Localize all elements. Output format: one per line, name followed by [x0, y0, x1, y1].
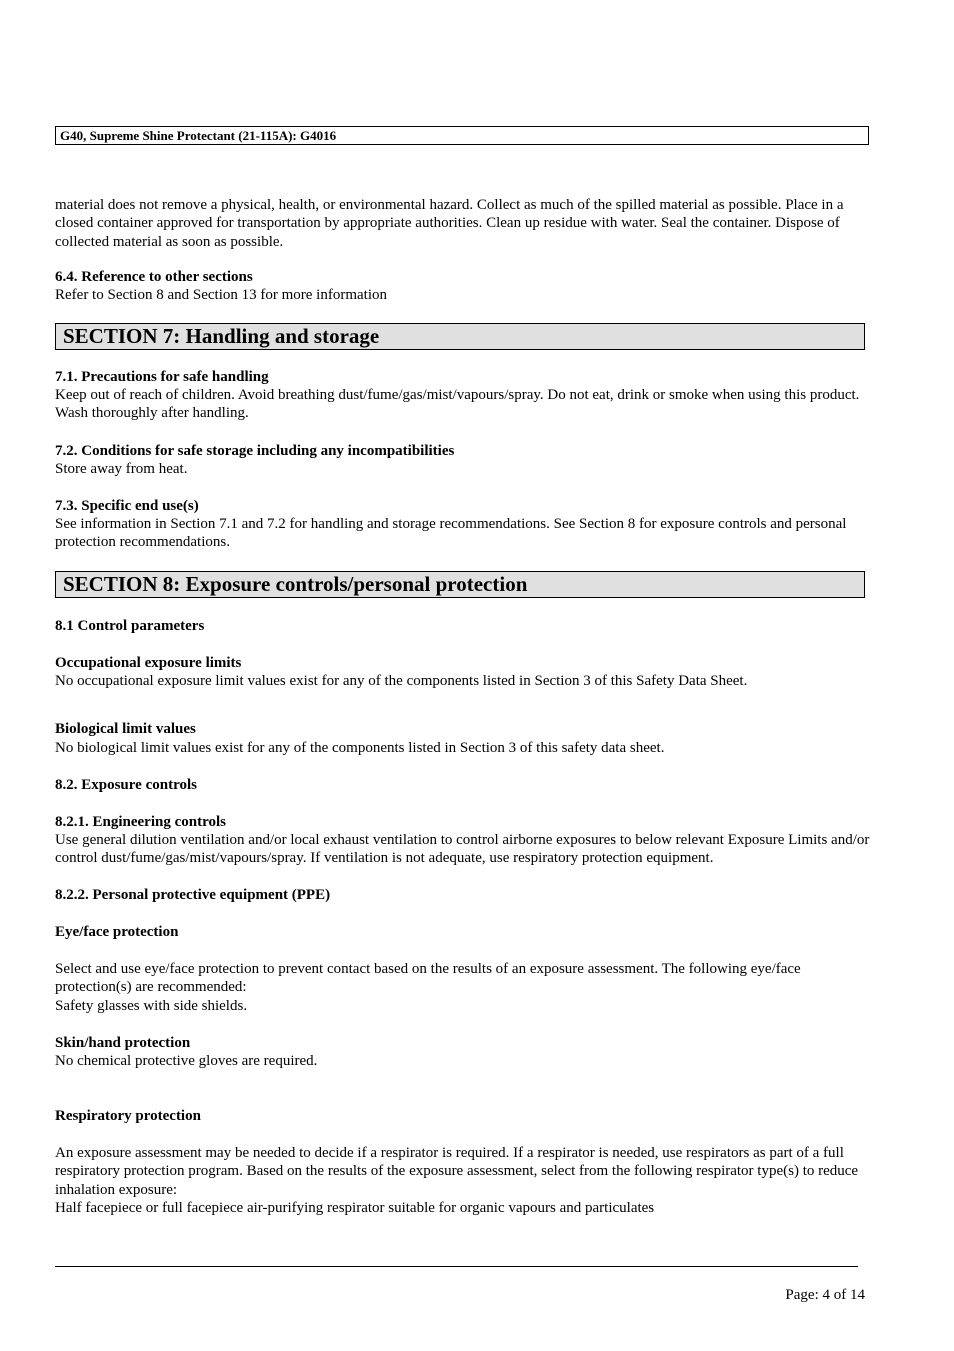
skin-hand-heading: Skin/hand protection	[55, 1035, 191, 1051]
respiratory-text: An exposure assessment may be needed to decide if a respirator is required. If a respirator is needed, use respirators as part of a full respiratory protection program. Based on the results of the exposure assessment, select from the following respirator type(s) to reduce inhalation exposure:	[55, 1145, 859, 1198]
eye-face-text: Select and use eye/face protection to prevent contact based on the results of an exposure assessment. The following eye/face protection(s) are recommended:	[55, 961, 801, 996]
footer-divider	[55, 1266, 858, 1267]
section-7-3-heading: 7.3. Specific end use(s)	[55, 498, 199, 514]
section-7-2-text: Store away from heat.	[55, 461, 188, 477]
section-7-3-text: See information in Section 7.1 and 7.2 for handling and storage recommendations. See Section 8 for exposure controls and personal protection recommendations.	[55, 516, 847, 551]
respiratory-heading: Respiratory protection	[55, 1108, 201, 1124]
section-7-1-heading: 7.1. Precautions for safe handling	[55, 369, 269, 385]
section-8-1-heading: 8.1 Control parameters	[55, 618, 205, 634]
spill-cleanup-text: material does not remove a physical, health, or environmental hazard. Collect as much of the spilled material as possible. Place in a closed container approved for transportation by appropriate authorities. Clean up residue with water. Seal the container. Dispose of collected material as soon as possible.	[55, 197, 844, 250]
section-7-title: SECTION 7: Handling and storage	[55, 323, 865, 350]
section-7-1-text: Keep out of reach of children. Avoid breathing dust/fume/gas/mist/vapours/spray. Do not eat, drink or smoke when using this product. Wash thoroughly after handling.	[55, 387, 860, 422]
section-8-2-1-text: Use general dilution ventilation and/or local exhaust ventilation to control airborne exposures to below relevant Exposure Limits and/or control dust/fume/gas/mist/vapours/spray. If ventilation is not adequate, use respiratory protection equipment.	[55, 832, 870, 867]
section-8-2-2-heading: 8.2.2. Personal protective equipment (PPE)	[55, 887, 331, 903]
blv-heading: Biological limit values	[55, 721, 196, 737]
section-8-title: SECTION 8: Exposure controls/personal protection	[55, 571, 865, 598]
skin-hand-text: No chemical protective gloves are required.	[55, 1053, 318, 1069]
section-6-4-heading: 6.4. Reference to other sections	[55, 269, 253, 285]
blv-text: No biological limit values exist for any of the components listed in Section 3 of this safety data sheet.	[55, 740, 665, 756]
oel-heading: Occupational exposure limits	[55, 655, 242, 671]
section-8-2-1-heading: 8.2.1. Engineering controls	[55, 814, 226, 830]
oel-text: No occupational exposure limit values exist for any of the components listed in Section 3 of this Safety Data Sheet.	[55, 673, 748, 689]
section-6-4-text: Refer to Section 8 and Section 13 for more information	[55, 287, 387, 303]
section-7-2-heading: 7.2. Conditions for safe storage including any incompatibilities	[55, 443, 455, 459]
page-number: Page: 4 of 14	[785, 1287, 865, 1303]
document-header: G40, Supreme Shine Protectant (21-115A): G4016	[55, 126, 869, 145]
eye-face-item: Safety glasses with side shields.	[55, 998, 248, 1014]
respiratory-item: Half facepiece or full facepiece air-purifying respirator suitable for organic vapours and particulates	[55, 1200, 655, 1216]
section-8-2-heading: 8.2. Exposure controls	[55, 777, 197, 793]
eye-face-heading: Eye/face protection	[55, 924, 179, 940]
